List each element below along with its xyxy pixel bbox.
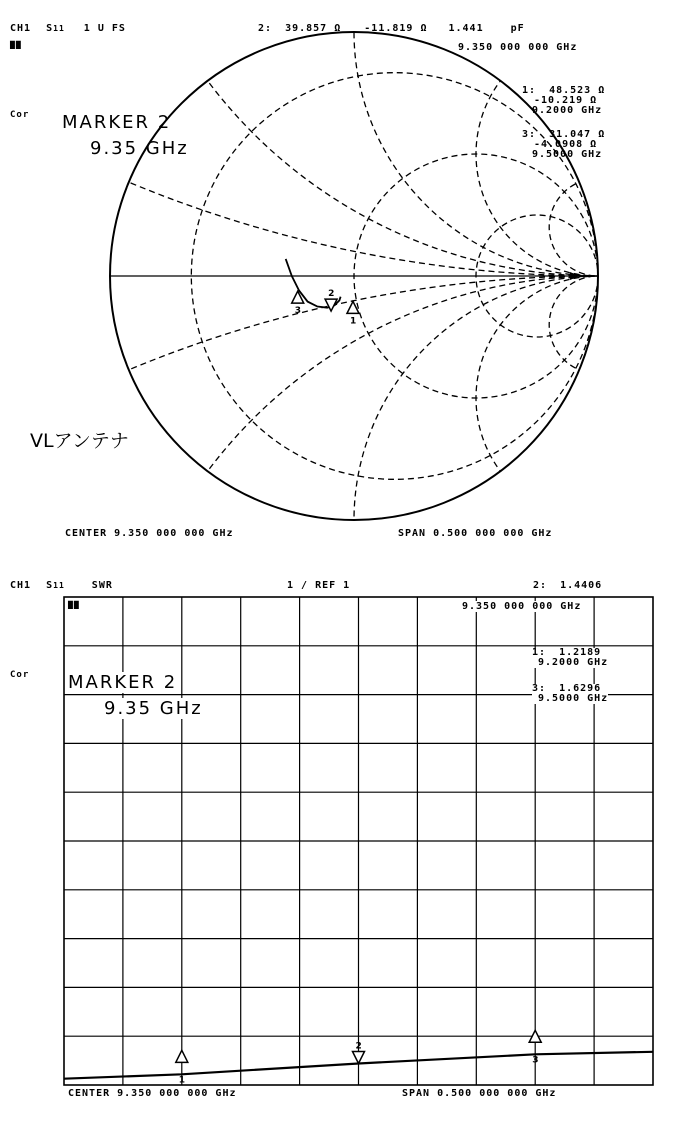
marker1-freq: 9.2000 GHz xyxy=(532,105,603,116)
marker3-real: 31.047 Ω xyxy=(549,129,606,140)
smith-center: CENTER 9.350 000 000 GHz xyxy=(65,528,234,539)
marker1-label: 1: xyxy=(522,85,537,96)
marker1-imag: -10.219 Ω xyxy=(534,95,598,106)
swr-marker-2-triangle xyxy=(353,1051,365,1063)
swr-marker-3-id: 3 xyxy=(532,1055,539,1066)
swr-channel-label: CH1 xyxy=(10,580,32,591)
swr-marker-2-id: 2 xyxy=(355,1041,362,1052)
param-label: S xyxy=(46,23,54,34)
swr-marker3-freq: 9.5000 GHz xyxy=(538,693,609,704)
marker-3-id: 3 xyxy=(294,306,301,317)
swr-param-label: S xyxy=(46,580,54,591)
marker-2-id: 2 xyxy=(328,289,335,300)
active-marker-id: 2: xyxy=(258,23,273,34)
marker3-label: 3: xyxy=(522,129,537,140)
swr-marker1-value: 1.2189 xyxy=(559,647,602,658)
swr-marker1-readout xyxy=(532,648,608,668)
swr-scale-label: 1 / REF 1 xyxy=(287,580,351,591)
marker3-freq: 9.5000 GHz xyxy=(532,149,603,160)
swr-marker3-readout xyxy=(532,684,608,704)
note-freq: 9.35 GHz xyxy=(90,138,189,159)
swr-marker3-label: 3: xyxy=(532,683,547,694)
swr-marker3-value: 1.6296 xyxy=(559,683,602,694)
swr-header-line xyxy=(10,580,113,591)
swr-readout-value: 1.4406 xyxy=(560,580,603,591)
marker3-imag: -4.0908 Ω xyxy=(534,139,598,150)
swr-span: SPAN 0.500 000 000 GHz xyxy=(402,1088,557,1099)
swr-note-freq: 9.35 GHz xyxy=(104,698,203,719)
readout-real: 39.857 Ω xyxy=(285,23,342,34)
swr-active-marker-id: 2: xyxy=(533,580,548,591)
smith-span: SPAN 0.500 000 000 GHz xyxy=(398,528,553,539)
readout-imag: -11.819 Ω xyxy=(364,23,428,34)
readout-comp: 1.441 xyxy=(448,23,484,34)
hold-icon: ▇▇ xyxy=(10,40,22,49)
swr-marker-1-id: 1 xyxy=(178,1075,186,1086)
antenna-label: VLアンテナ xyxy=(30,430,129,452)
swr-hold-icon: ▇▇ xyxy=(68,600,80,609)
marker1-real: 48.523 Ω xyxy=(549,85,606,96)
swr-param-sub: 11 xyxy=(53,581,65,590)
channel-label: CH1 xyxy=(10,23,32,34)
swr-active-readout xyxy=(533,580,602,591)
marker-1-id: 1 xyxy=(349,316,357,327)
param-sub: 11 xyxy=(53,24,65,33)
cor-label: Cor xyxy=(10,110,30,120)
readout-comp-unit: pF xyxy=(510,23,525,34)
format-label: 1 U FS xyxy=(83,23,126,34)
swr-readout-freq: 9.350 000 000 GHz xyxy=(462,601,582,612)
swr-format-label: SWR xyxy=(91,580,113,591)
readout-freq: 9.350 000 000 GHz xyxy=(458,42,578,53)
swr-marker1-freq: 9.2000 GHz xyxy=(538,657,609,668)
swr-note-marker: MARKER 2 xyxy=(68,672,178,693)
swr-marker-1-triangle xyxy=(176,1050,188,1062)
swr-marker1-label: 1: xyxy=(532,647,547,658)
swr-center: CENTER 9.350 000 000 GHz xyxy=(68,1088,237,1099)
swr-cor-label: Cor xyxy=(10,670,30,680)
note-marker: MARKER 2 xyxy=(62,112,172,133)
